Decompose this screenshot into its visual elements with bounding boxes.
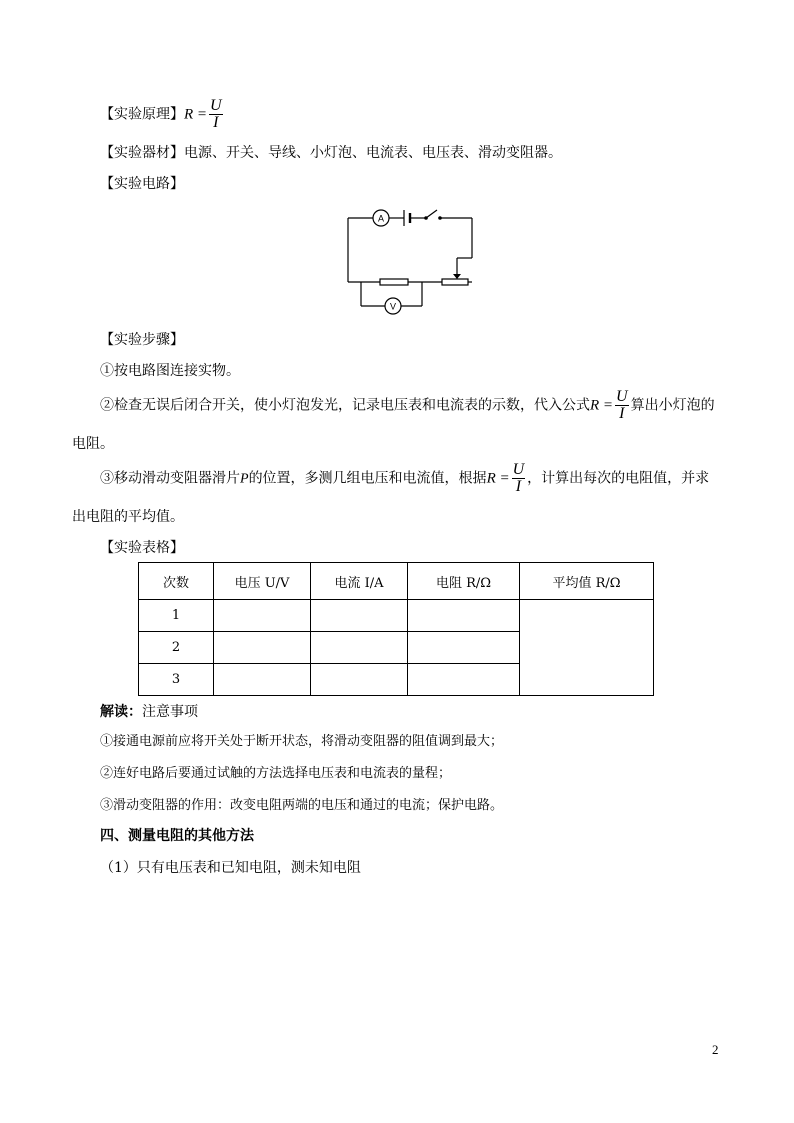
table-cell [408,632,520,664]
notes-title-bold: 解读： [100,704,142,720]
table-cell [311,632,408,664]
equipment-line [100,143,562,163]
circuit-label: 【实验电路】 [100,176,184,192]
table-header: 电流 I/A [311,563,408,600]
equipment-text: 电源、开关、导线、小灯泡、电流表、电压表、滑动变阻器。 [184,145,562,161]
step-3-text-end: ，计算出每次的电阻值，并求 [527,470,710,487]
table-cell-index: 3 [139,664,214,696]
table-header: 次数 [139,563,214,600]
notes-title-rest: 注意事项 [142,704,198,720]
table-cell [311,600,408,632]
note-3: ③滑动变阻器的作用：改变电阻两端的电压和通过的电流；保护电路。 [100,798,504,813]
table-cell-index: 1 [139,600,214,632]
step-3-p: P [240,471,249,487]
step-3-denominator: I [515,478,522,495]
steps-label: 【实验步骤】 [100,332,184,348]
note-2: ②连好电路后要通过试触的方法选择电压表和电流表的量程； [100,766,452,781]
table-cell-index: 2 [139,632,214,664]
table-cell [214,632,311,664]
equipment-label: 【实验器材】 [100,145,184,161]
principle-numerator: U [210,97,222,114]
slider-arrow-icon [453,274,461,279]
principle-label: 【实验原理】 [100,106,184,123]
table-cell [408,600,520,632]
step-3-lhs: R = [486,470,510,487]
table-header: 电压 U/V [214,563,311,600]
table-header-row [139,563,654,600]
circuit-diagram [340,198,480,320]
experiment-table [138,562,654,696]
step-3-text-mid: 的位置，多测几组电压和电流值，根据 [248,470,487,487]
table-label: 【实验表格】 [100,540,184,556]
principle-fraction [209,98,223,131]
table-row [139,600,654,632]
step-1: ①按电路图连接实物。 [100,363,240,379]
table-header: 平均值 R/Ω [520,563,654,600]
table-cell [311,664,408,696]
step-2-numerator: U [616,388,628,405]
notes-title [100,702,198,722]
resistor-symbol [380,279,408,285]
step-2-text: ②检查无误后闭合开关，使小灯泡发光，记录电压表和电流表的示数，代入公式 [100,397,590,414]
ammeter-label: A [377,213,385,224]
step-2-continued: 电阻。 [72,436,114,452]
table-cell-average [520,600,654,696]
principle-denominator: I [213,114,219,131]
step-2 [100,389,715,422]
rheostat-symbol [442,279,468,285]
table-cell [214,664,311,696]
voltmeter-label: V [389,301,397,312]
section-subheading: （1）只有电压表和已知电阻，测未知电阻 [100,860,361,876]
page-number: 2 [712,1042,719,1057]
principle-line [100,98,225,131]
step-3-fraction [512,462,526,495]
note-1: ①接通电源前应将开关处于断开状态，将滑动变阻器的阻值调到最大； [100,734,504,749]
step-3-continued: 出电阻的平均值。 [72,509,184,525]
table-header: 电阻 R/Ω [408,563,520,600]
section-heading: 四、测量电阻的其他方法 [100,828,254,844]
step-3-numerator: U [512,461,525,478]
table-cell [214,600,311,632]
table-cell [408,664,520,696]
step-3 [100,462,709,495]
step-2-fraction [615,389,629,422]
principle-lhs: R = [184,106,208,123]
step-2-text-end: 算出小灯泡的 [630,397,715,414]
switch-contact-right [438,216,442,220]
step-3-text: ③移动滑动变阻器滑片 [100,470,240,487]
switch-contact-left [424,216,428,220]
step-2-denominator: I [619,405,625,422]
step-2-lhs: R = [590,397,614,414]
